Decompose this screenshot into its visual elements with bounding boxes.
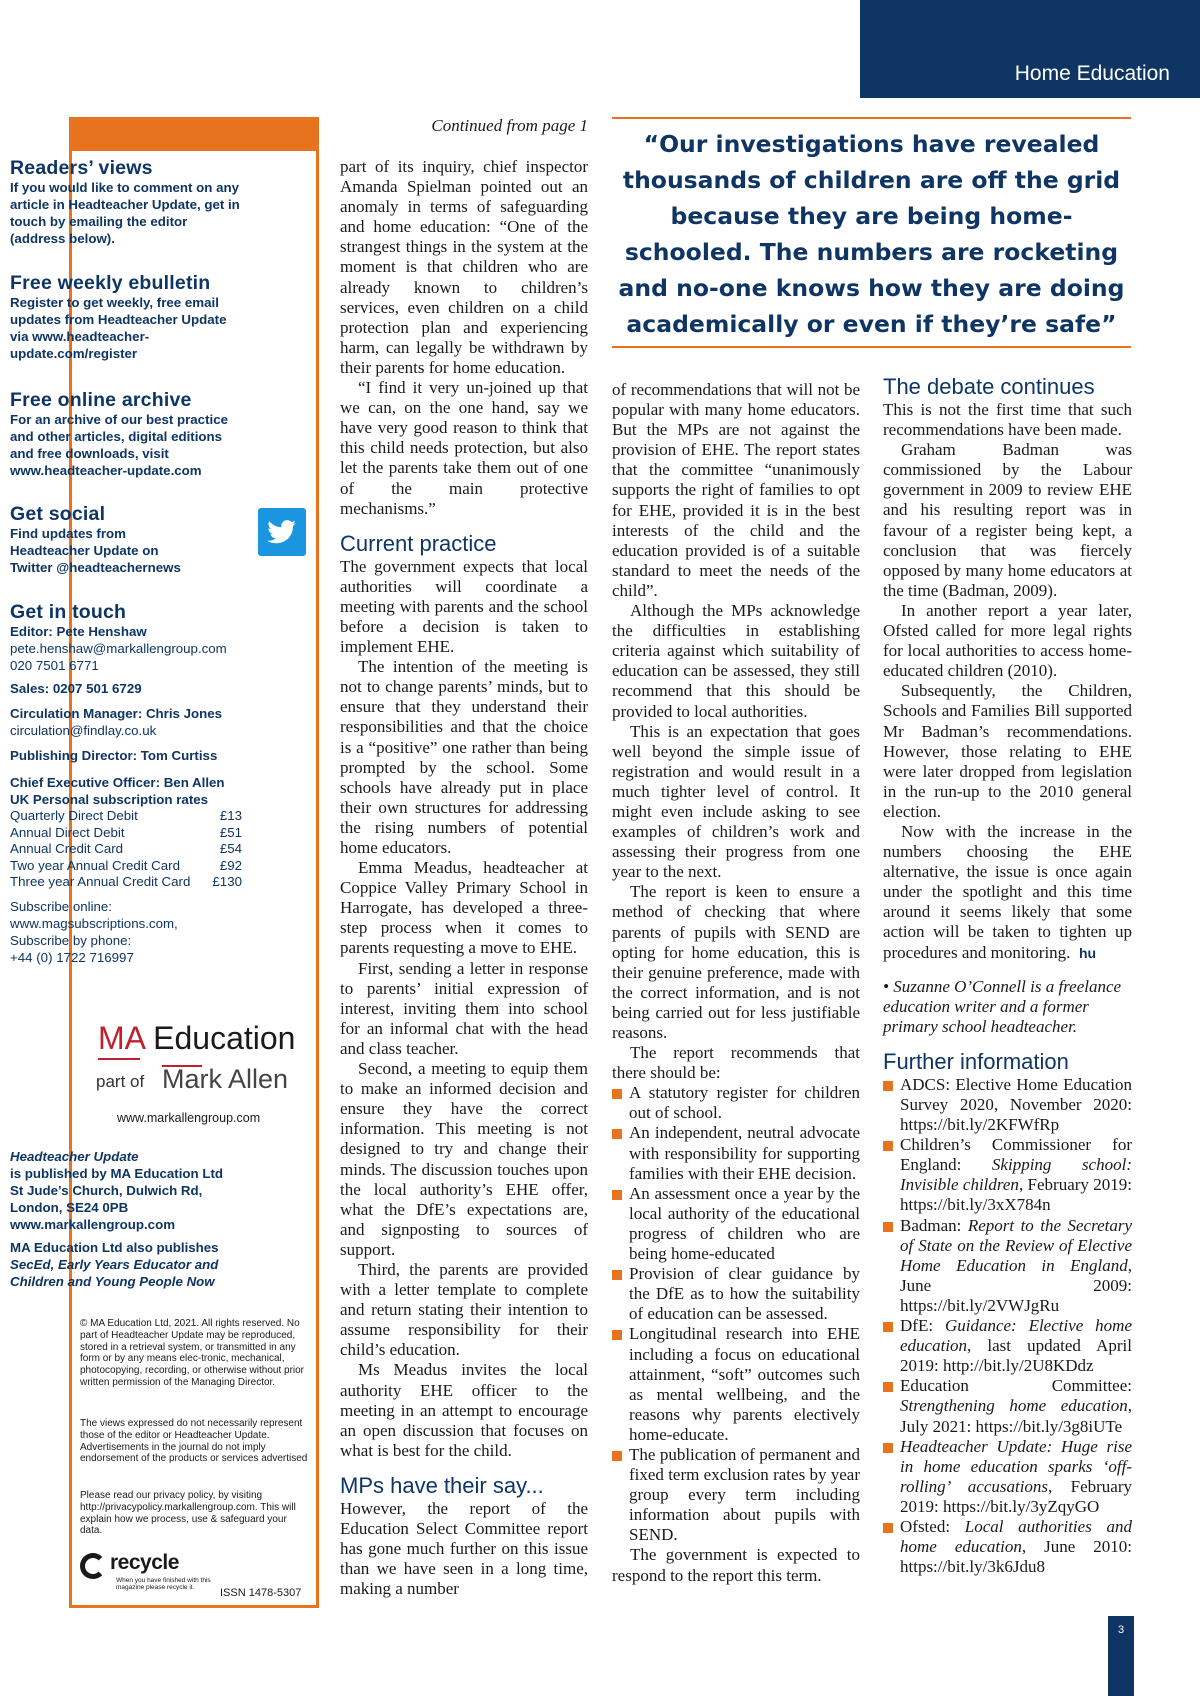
- issn: ISSN 1478-5307: [220, 1587, 302, 1599]
- pull-quote: “Our investigations have revealed thousands of children are off the grid because they are being home-schooled. The numbers are rocketing and no-one knows how they are doing academically or even if they’re safe”: [618, 130, 1125, 338]
- quote-rule-bottom: [612, 346, 1131, 348]
- heading-current-practice: Current practice: [340, 530, 497, 556]
- social-title: Get social: [10, 503, 106, 525]
- ebulletin-block: [10, 272, 242, 362]
- mark-allen-logo: Mark Allen: [162, 1064, 289, 1094]
- author-bio: • Suzanne O’Connell is a freelance education writer and a former primary school headteacher.: [883, 976, 1122, 1036]
- subscribe-phone-label: Subscribe by phone:: [10, 932, 132, 948]
- also-publishes: MA Education Ltd also publishes: [10, 1240, 219, 1255]
- subscription-title: UK Personal subscription rates: [10, 792, 209, 807]
- paragraph: This is an expectation that goes well beyond the simple issue of registration and would result in a much tighter level of control. It might even include asking to see examples of children’s work and assessing their progress from one year to the next.: [612, 721, 860, 882]
- subscribe-online-url[interactable]: www.magsubscriptions.com,: [10, 915, 178, 931]
- publishing-director: Publishing Director: Tom Curtiss: [10, 748, 218, 763]
- archive-title: Free online archive: [10, 389, 192, 411]
- chief-executive: Chief Executive Officer: Ben Allen: [10, 775, 225, 790]
- paragraph: The government is expected to respond to the report this term.: [612, 1545, 860, 1585]
- paragraph: of recommendations that will not be popular with many home educators. But the MPs are not against the provision of EHE. The report states that the committee “unanimously supports the right of families to opt for EHE, provided it is in the best interests of the child and the education provided is of a suitable standard to meet the needs of the child”.: [612, 380, 860, 600]
- list-item: The publication of permanent and fixed term exclusion rates by year group every term including information about pupils with SEND.: [612, 1445, 860, 1545]
- subscription-block: [10, 791, 242, 966]
- heading-debate-continues: The debate continues: [883, 374, 1095, 399]
- also-publishes-titles: SecEd, Early Years Educator and Children and Young People Now: [10, 1257, 219, 1289]
- archive-block: [10, 389, 242, 479]
- views-disclaimer: The views expressed do not necessarily represent those of the editor or Headteacher Update. Advertisements in the journal do not imply endorsement of the products or services advertised: [80, 1418, 308, 1465]
- rate-row: Three year Annual Credit Card £130: [10, 874, 242, 889]
- editor-email[interactable]: pete.henshaw@markallengroup.com: [10, 641, 227, 656]
- publisher-url[interactable]: www.markallengroup.com: [10, 1217, 176, 1232]
- publisher-block: [10, 1148, 242, 1290]
- list-item: Longitudinal research into EHE including a focus on educational attainment, “soft” outcomes such as mental wellbeing, and the reasons why parents electively home-educate.: [612, 1324, 860, 1445]
- recycle-icon: [80, 1553, 106, 1579]
- copyright-notice: © MA Education Ltd, 2021. All rights reserved. No part of Headteacher Update may be reproduced, stored in a retrieval system, or transmitted in any form or by any means elec-tronic, mechanical, photocopying, recording, or otherwise without prior written permission of the Managing Director.: [80, 1318, 305, 1388]
- paragraph: part of its inquiry, chief inspector Amanda Spielman pointed out an anomaly in terms of safeguarding and home education: “One of the strangest things in the system at the moment is that children who are already known to children’s services, even children on a child protection plan and experiencing harm, can legally be withdrawn by their parents for home education.: [340, 157, 588, 377]
- reference-item: Ofsted: Local authorities and home education, June 2010: https://bit.ly/3k6Jdu8: [883, 1517, 1132, 1577]
- paragraph: The intention of the meeting is not to change parents’ minds, but to ensure that they understand their responsibilities and that the choice is a “positive” one rather than being prompted by the school. Some schools have already put in place their own structures for addressing the rising numbers of potential home educators.: [340, 657, 588, 857]
- hu-end-mark: hu: [1078, 944, 1097, 961]
- paragraph: Third, the parents are provided with a letter template to complete and return stating their intention to assume responsibility for their child’s education.: [340, 1259, 588, 1360]
- ma-education-logo: MA Education: [98, 1020, 296, 1056]
- twitter-icon[interactable]: [258, 508, 306, 556]
- paragraph: Although the MPs acknowledge the difficulties in establishing criteria against which suitability of education can be assessed, they still recommend that this should be provided to local authorities.: [612, 601, 860, 721]
- rate-row: Quarterly Direct Debit £13: [10, 808, 242, 823]
- contact-block: [10, 601, 242, 791]
- publisher-magazine: Headteacher Update: [10, 1149, 139, 1164]
- quote-rule-top: [612, 117, 1131, 119]
- reference-item: Badman: Report to the Secretary of State on the Review of Elective Home Education in England, June 2009: https://bit.ly/2VWJgRu: [883, 1216, 1132, 1316]
- logo-underline: [98, 1058, 140, 1060]
- reference-item: ADCS: Elective Home Education Survey 2020, November 2020: https://bit.ly/2KFWfRp: [883, 1075, 1132, 1135]
- publisher-line: is published by MA Education Ltd: [10, 1166, 223, 1181]
- editor-phone: 020 7501 6771: [10, 658, 99, 673]
- social-text: Find updates from Headteacher Update on Twitter @headteachernews: [10, 526, 181, 575]
- paragraph: This is not the first time that such recommendations have been made.: [883, 400, 1132, 440]
- reference-item: Children’s Commissioner for England: Skipping school: Invisible children, February 2019: https://bit.ly/3xX784n: [883, 1135, 1132, 1215]
- ebulletin-text: Register to get weekly, free email updates from Headteacher Update via www.headteacher-update.com/register: [10, 295, 227, 361]
- archive-text: For an archive of our best practice and other articles, digital editions and free downloads, visit www.headteacher-update.com: [10, 412, 228, 478]
- paragraph: Second, a meeting to equip them to make an informed decision and ensure they have the correct information. This meeting is not designed to try and change their minds. The discussion touches upon the local authority’s EHE offer, what the DfE’s expectations are, and signposting to sources of support.: [340, 1059, 588, 1259]
- part-of-label: part of: [96, 1072, 145, 1091]
- circulation-email[interactable]: circulation@findlay.co.uk: [10, 723, 157, 738]
- sidebar-top-band: [69, 117, 319, 151]
- article-column-1: [340, 157, 588, 1599]
- paragraph: Graham Badman was commissioned by the Labour government in 2009 to review EHE and his resulting report was in favour of a register being kept, a conclusion that was fiercely opposed by many home educators at the time (Badman, 2009).: [883, 440, 1132, 600]
- paragraph: “I find it very un-joined up that we can, on the one hand, say we have very good reason to think that this child needs protection, but also let the parents take them out of one of the main protective mechanisms.”: [340, 378, 588, 518]
- references-list: [883, 1075, 1132, 1577]
- sales-line: Sales: 0207 501 6729: [10, 681, 142, 696]
- paragraph: The report is keen to ensure a method of checking that where parents of pupils with SEND are opting for home education, this is their genuine preference, made with the correct information, and is not being carried out for less justifiable reasons.: [612, 882, 860, 1042]
- reference-item: DfE: Guidance: Elective home education, last updated April 2019: http://bit.ly/2U8KDdz: [883, 1316, 1132, 1376]
- social-block: [10, 503, 188, 576]
- heading-further-information: Further information: [883, 1048, 1069, 1074]
- readers-views-text: If you would like to comment on any article in Headteacher Update, get in touch by emailing the editor (address below).: [10, 180, 240, 246]
- list-item: An independent, neutral advocate with responsibility for supporting families with their EHE decision.: [612, 1123, 860, 1183]
- section-title: Home Education: [1014, 62, 1170, 85]
- reference-item: Headteacher Update: Huge rise in home education sparks ‘off-rolling’ accusations, February 2019: https://bit.ly/3yZqyGO: [883, 1437, 1132, 1517]
- paragraph: Emma Meadus, headteacher at Coppice Valley Primary School in Harrogate, has developed a three-step process when it comes to parents requesting a move to EHE.: [340, 858, 588, 958]
- circulation-manager: Circulation Manager: Chris Jones: [10, 706, 223, 721]
- readers-views-title: Readers’ views: [10, 157, 153, 179]
- recommendations-list: [612, 1083, 860, 1545]
- paragraph: First, sending a letter in response to parents’ initial expression of interest, inviting them into school for an informal chat with the head and class teacher.: [340, 958, 588, 1058]
- editor-name: Editor: Pete Henshaw: [10, 624, 147, 639]
- paragraph: Ms Meadus invites the local authority EHE officer to the meeting in an attempt to encourage an open discussion that focuses on what is best for the child.: [340, 1360, 588, 1460]
- list-item: Provision of clear guidance by the DfE as to how the suitability of education can be assessed.: [612, 1264, 860, 1324]
- list-item: A statutory register for children out of school.: [612, 1083, 860, 1123]
- reference-item: Education Committee: Strengthening home education, July 2021: https://bit.ly/3g8iUTe: [883, 1376, 1132, 1436]
- paragraph: Subsequently, the Children, Schools and Families Bill supported Mr Badman’s recommendations. However, those relating to EHE were later dropped from legislation in the run-up to the 2010 general election.: [883, 681, 1132, 821]
- rate-row: Annual Credit Card £54: [10, 841, 242, 856]
- continued-note: Continued from page 1: [431, 116, 588, 135]
- readers-views-block: [10, 157, 242, 247]
- privacy-notice: Please read our privacy policy, by visiting http://privacypolicy.markallengroup.com. This will explain how we process, use & safeguard your data.: [80, 1490, 296, 1537]
- group-url[interactable]: www.markallengroup.com: [117, 1111, 261, 1125]
- paragraph: In another report a year later, Ofsted called for more legal rights for local authorities to access home-educated children (2010).: [883, 600, 1132, 681]
- publisher-address-2: London, SE24 0PB: [10, 1200, 129, 1215]
- ebulletin-title: Free weekly ebulletin: [10, 272, 211, 294]
- subscribe-phone: +44 (0) 1722 716997: [10, 949, 134, 965]
- paragraph: However, the report of the Education Select Committee report has gone much further on this issue than we have seen in a long time, making a number: [340, 1498, 588, 1599]
- rate-row: Two year Annual Credit Card £92: [10, 857, 242, 873]
- article-column-2: [612, 380, 860, 1586]
- publisher-address-1: St Jude’s Church, Dulwich Rd,: [10, 1183, 203, 1198]
- subscribe-online-label: Subscribe online:: [10, 898, 113, 914]
- heading-mps-have-their-say: MPs have their say...: [340, 1472, 544, 1498]
- paragraph: The report recommends that there should be:: [612, 1043, 860, 1083]
- rate-row: Annual Direct Debit £51: [10, 824, 242, 840]
- article-column-3: [883, 374, 1132, 1577]
- paragraph: Now with the increase in the numbers choosing the EHE alternative, the issue is once again under the spotlight and this time around it seems likely that some action will be taken to tighten up procedures and monitoring. hu: [883, 821, 1132, 962]
- list-item: An assessment once a year by the local authority of the educational progress of children who are being home-educated: [612, 1184, 860, 1264]
- page-number: 3: [1117, 1624, 1125, 1636]
- contact-title: Get in touch: [10, 601, 127, 623]
- paragraph: The government expects that local authorities will coordinate a meeting with parents and the school before a decision is taken to implement EHE.: [340, 556, 588, 657]
